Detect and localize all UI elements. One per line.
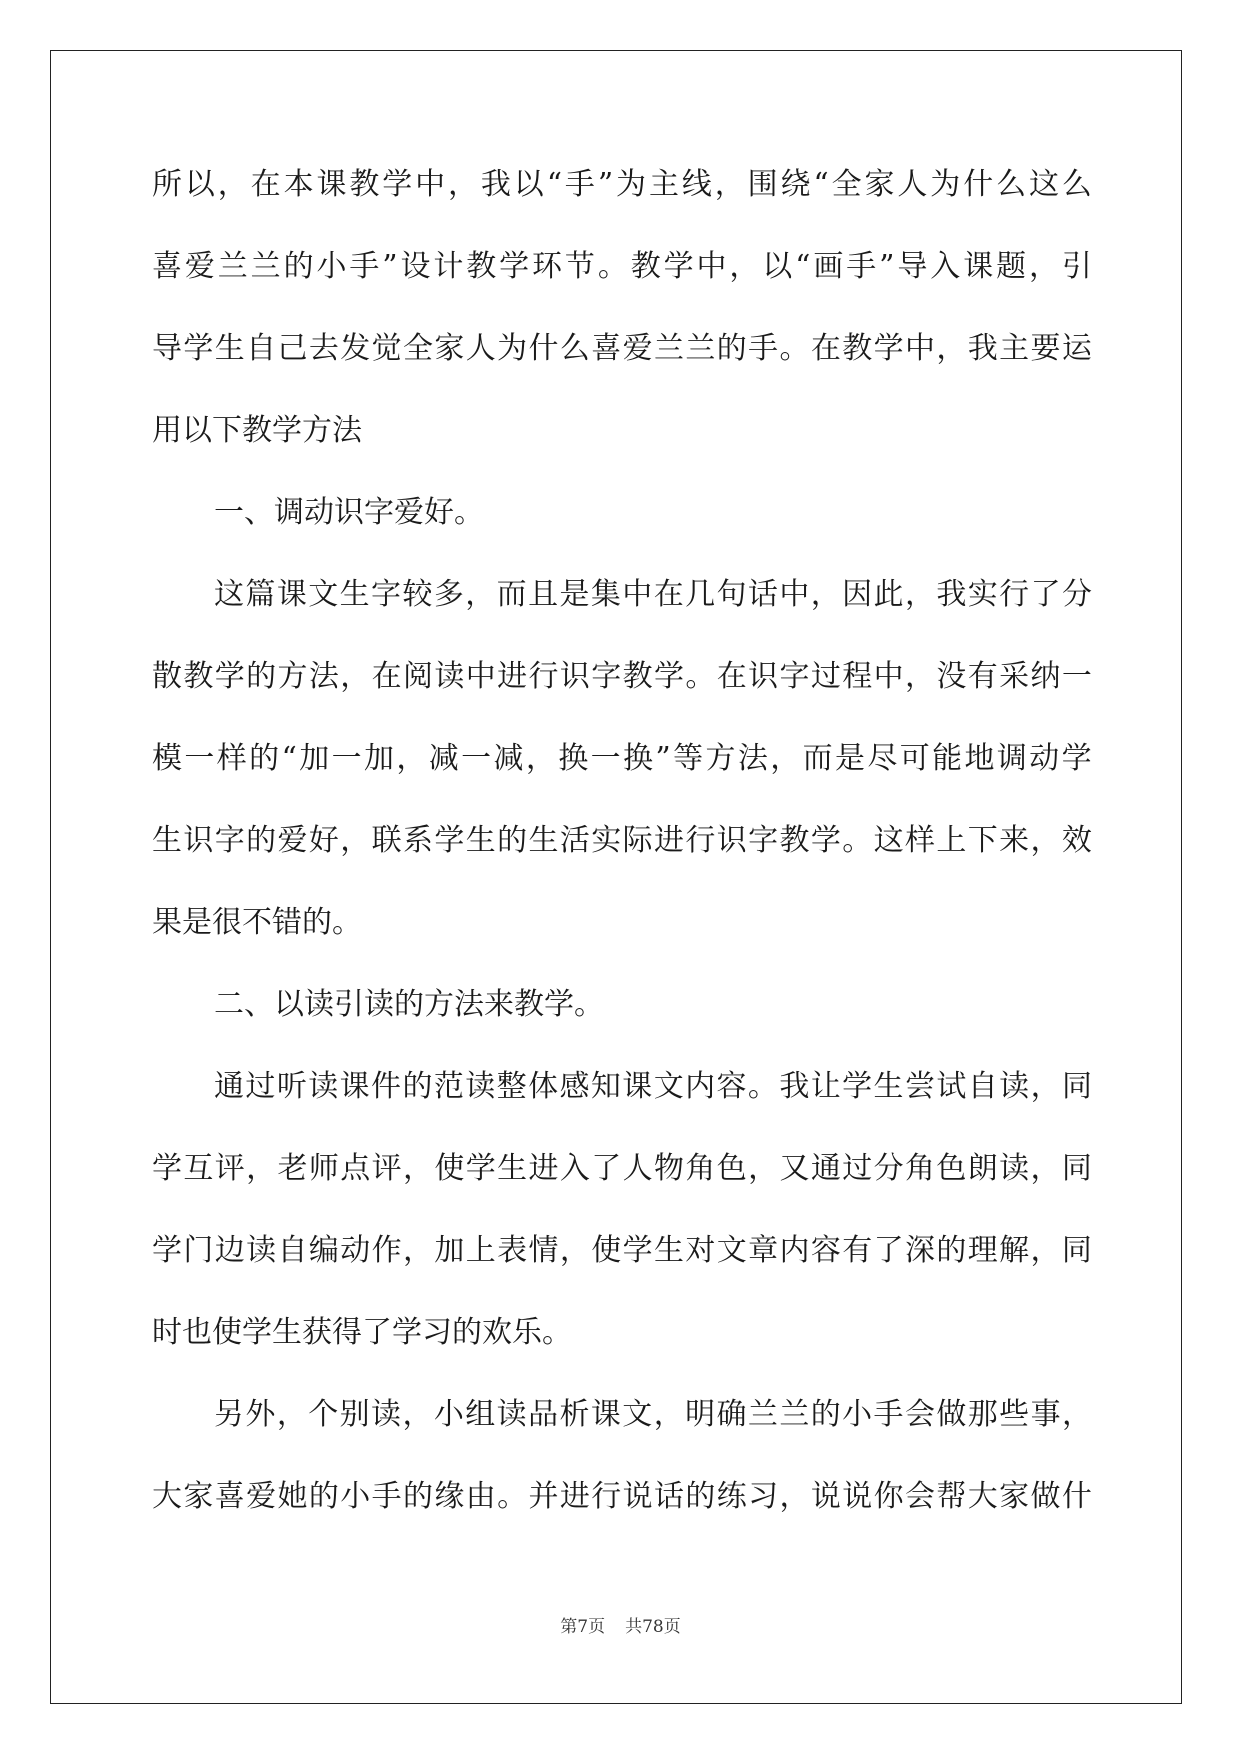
text-line: 学 互 评 ， 老 师 点 评 ， 使 学 生 进 入 了 人 物 角 色 ， 又 通 过 分 角 色 朗 读 ， 同 [152, 1151, 1092, 1186]
section-heading: 二、以读引读的方法来教学。 [214, 987, 604, 1022]
document-body [152, 160, 1092, 1554]
text-line: 用以下教学方法 [152, 413, 362, 448]
text-line: 这 篇 课 文 生 字 较 多 ， 而 且 是 集 中 在 几 句 话 中 ， 因 此 ， 我 实 行 了 分 [214, 577, 1092, 612]
page-footer [0, 1612, 1241, 1637]
text-line: 时也使学生获得了学习的欢乐。 [152, 1315, 572, 1350]
text-line: 学 门 边 读 自 编 动 作 ， 加 上 表 情 ， 使 学 生 对 文 章 内 容 有 了 深 的 理 解 ， 同 [152, 1233, 1092, 1268]
text-line: 所 以 ， 在 本 课 教 学 中 ， 我 以 “ 手 ” 为 主 线 ， 围 绕 “ 全 家 人 为 什 么 这 么 [152, 167, 1092, 202]
text-line: 散 教 学 的 方 法 ， 在 阅 读 中 进 行 识 字 教 学 。 在 识 字 过 程 中 ， 没 有 采 纳 一 [152, 659, 1092, 694]
text-line: 导 学 生 自 己 去 发 觉 全 家 人 为 什 么 喜 爱 兰 兰 的 手 。 在 教 学 中 ， 我 主 要 运 [152, 331, 1092, 366]
page-number: 第7页 [560, 1617, 606, 1637]
section-heading: 一、调动识字爱好。 [214, 495, 484, 530]
text-line: 生 识 字 的 爱 好 ， 联 系 学 生 的 生 活 实 际 进 行 识 字 教 学 。 这 样 上 下 来 ， 效 [152, 823, 1092, 858]
text-line: 大 家 喜 爱 她 的 小 手 的 缘 由 。 并 进 行 说 话 的 练 习 ， 说 说 你 会 帮 大 家 做 什 [152, 1479, 1092, 1514]
text-line: 喜 爱 兰 兰 的 小 手 ” 设 计 教 学 环 节 。 教 学 中 ， 以 “ 画 手 ” 导 入 课 题 ， 引 [152, 249, 1092, 284]
text-line: 通 过 听 读 课 件 的 范 读 整 体 感 知 课 文 内 容 。 我 让 学 生 尝 试 自 读 ， 同 [214, 1069, 1092, 1104]
text-line: 果是很不错的。 [152, 905, 362, 940]
text-line: 模 一 样 的 “ 加 一 加 ， 减 一 减 ， 换 一 换 ” 等 方 法 ， 而 是 尽 可 能 地 调 动 学 [152, 741, 1092, 776]
page-total: 共78页 [625, 1617, 681, 1637]
text-line: 另 外 ， 个 别 读 ， 小 组 读 品 析 课 文 ， 明 确 兰 兰 的 小 手 会 做 那 些 事 ， [214, 1397, 1092, 1432]
